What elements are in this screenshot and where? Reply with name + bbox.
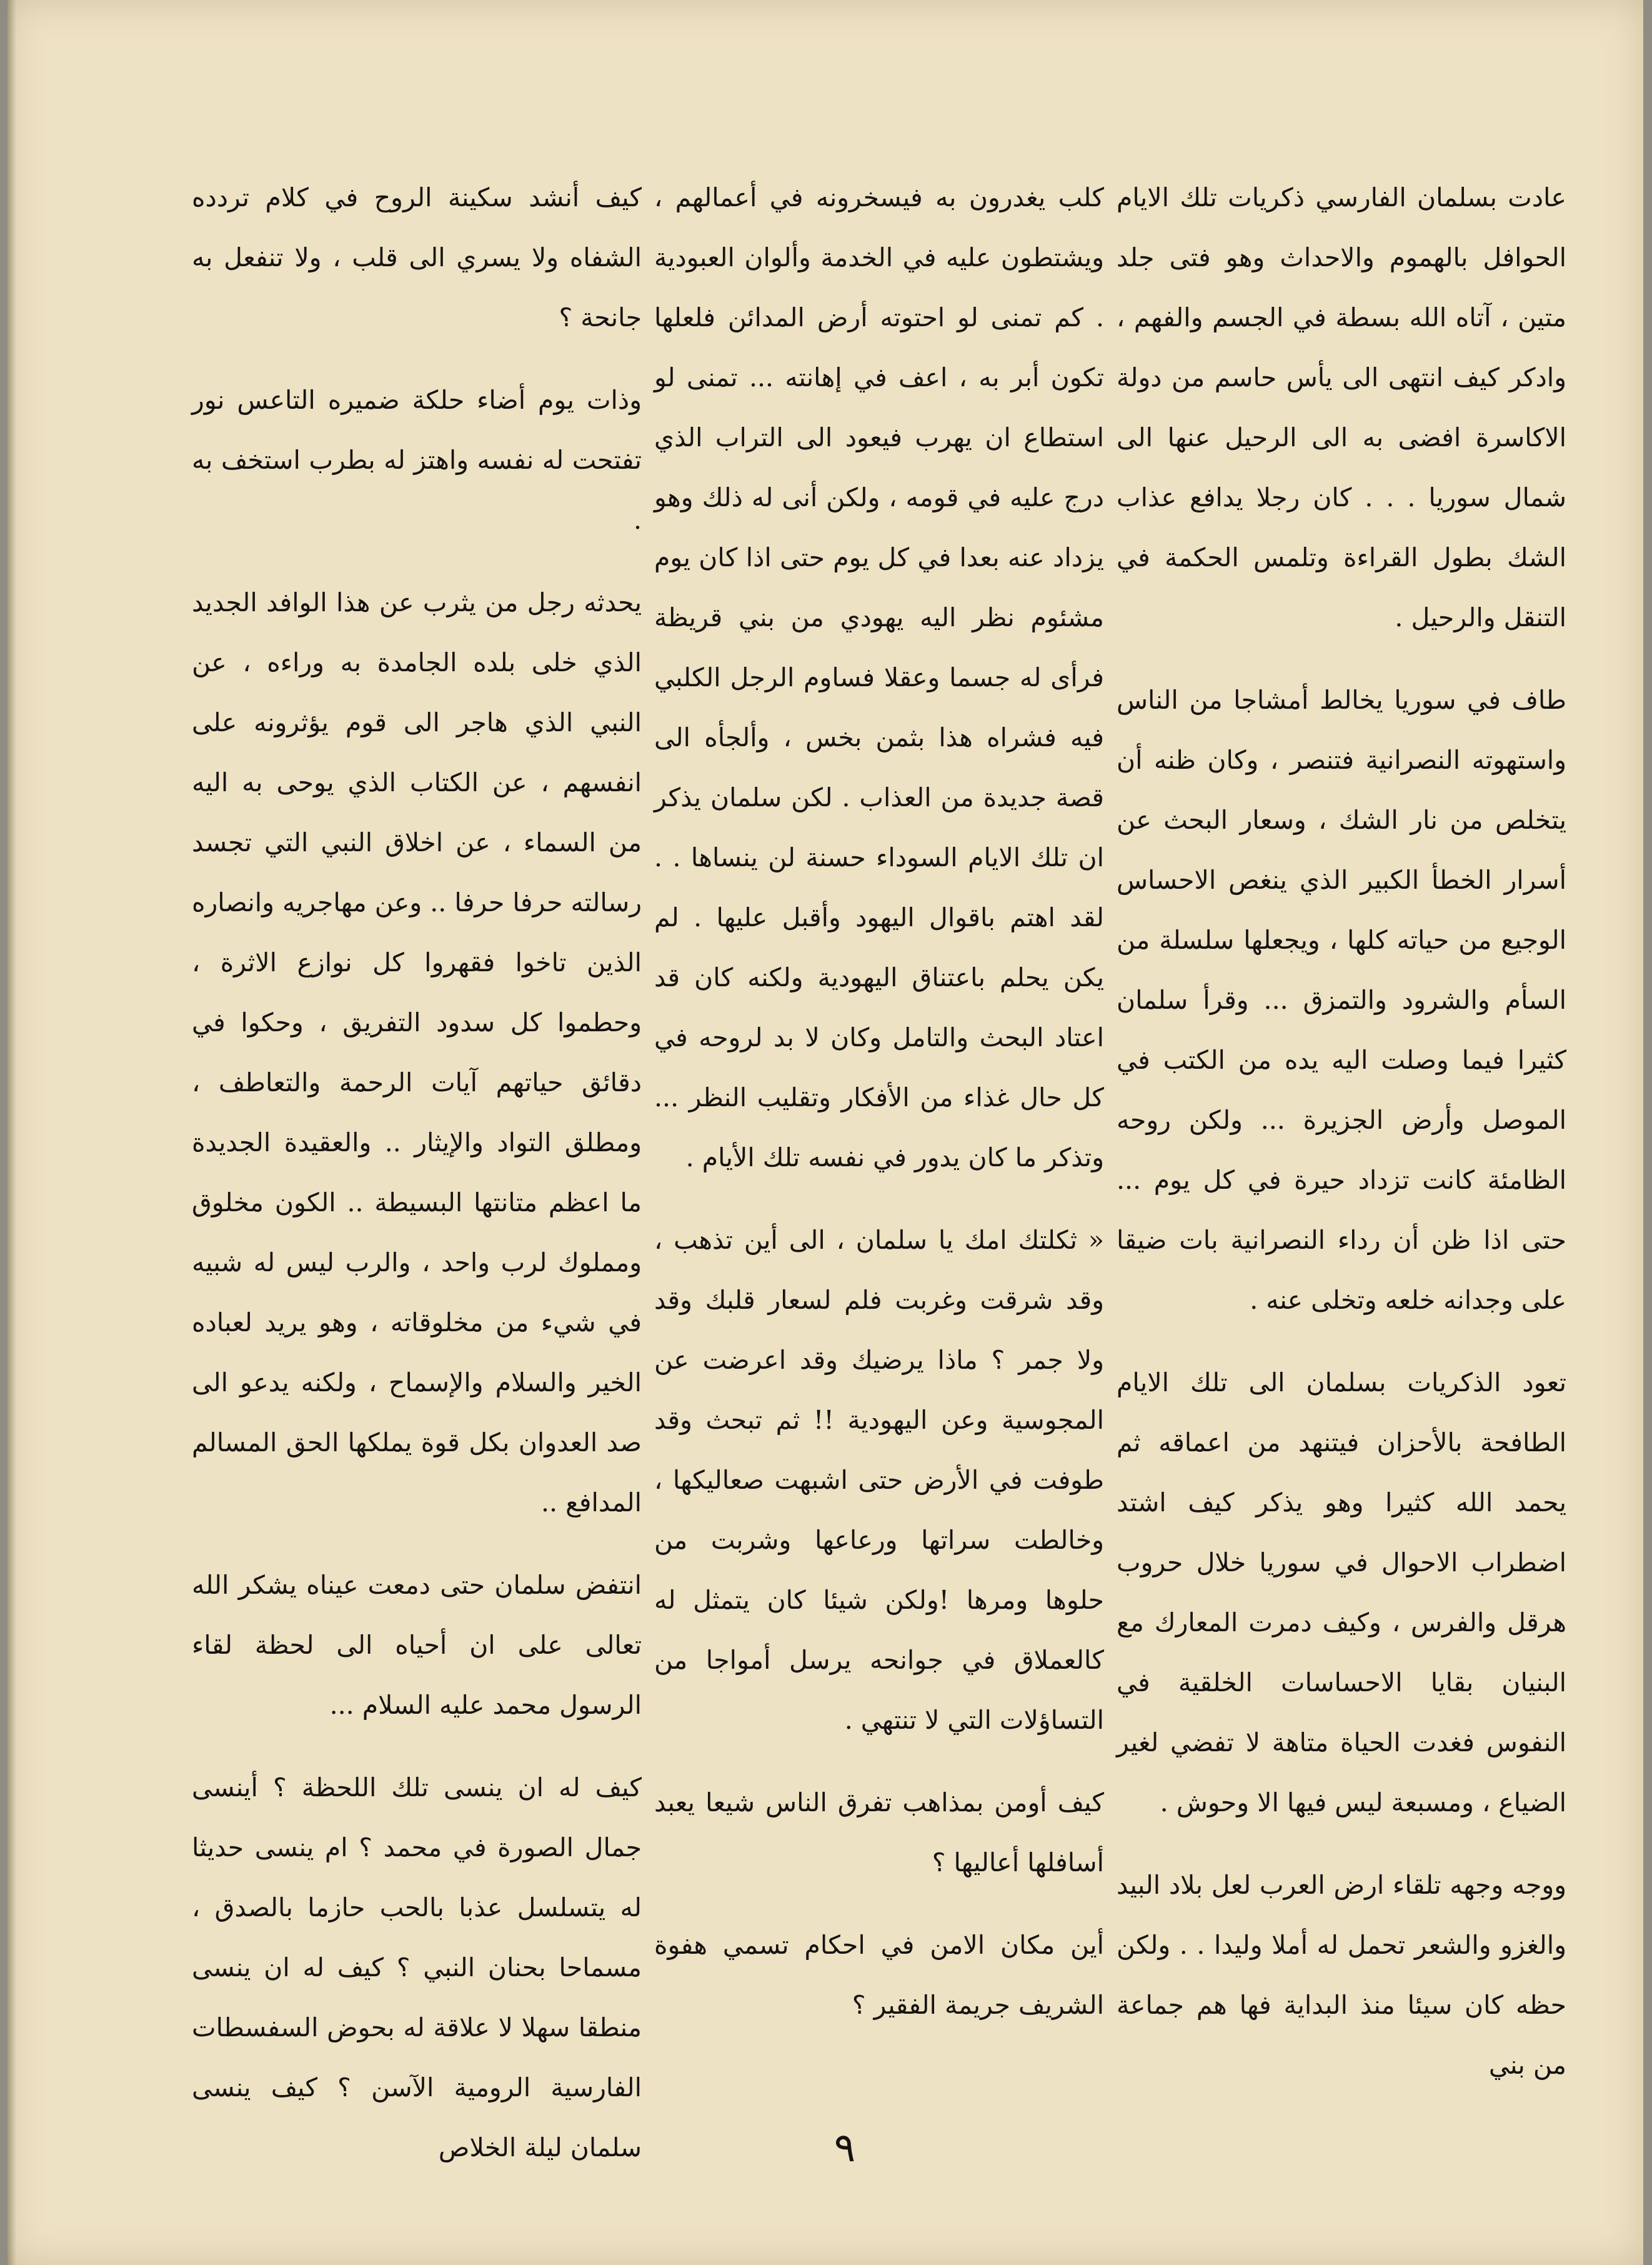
paragraph: كيف أنشد سكينة الروح في كلام تردده الشفاه ولا يسري الى قلب ، ولا تنفعل به جانحة ؟ — [192, 182, 642, 332]
text-column-left — [192, 168, 642, 2200]
paragraph: « ثكلتك امك يا سلمان ، الى أين تذهب ، وقد شرقت وغربت فلم لسعار قلبك وقد ولا جمر ؟ ماذا يرضيك وقد اعرضت عن المجوسية وعن اليهودية !! ثم تبحث وقد طوفت في الأرض حتى اشبهت صعاليكها ، وخالطت سراتها ورعاعها وشربت من حلوها ومرها !ولكن شيئا كان يتمثل له كالعملاق في جوانحه يرسل أمواجا من التساؤلات التي لا تنتهي . — [654, 1225, 1104, 1735]
text-column-middle — [654, 168, 1104, 2058]
page-edge-shadow — [7, 0, 16, 2265]
paragraph: كلب يغدرون به فيسخرونه في أعمالهم ، ويشتطون عليه في الخدمة وألوان العبودية . كم تمنى لو احتوته أرض المدائن فلعلها تكون أبر به ، اعف في إهانته ... تمنى لو استطاع ان يهرب فيعود الى التراب الذي درج عليه في قومه ، ولكن أنى له ذلك وهو يزداد عنه بعدا في كل يوم حتى اذا كان يوم مشئوم نظر اليه يهودي من بني قريظة فرأى له جسما وعقلا فساوم الرجل الكلبي فيه فشراه هذا بثمن بخس ، وألجأه الى قصة جديدة من العذاب . لكن سلمان يذكر ان تلك الايام السوداء حسنة لن ينساها . . لقد اهتم باقوال اليهود وأقبل عليها . لم يكن يحلم باعتناق اليهودية ولكنه كان قد اعتاد البحث والتامل وكان لا بد لروحه في كل حال غذاء من الأفكار وتقليب النظر ... وتذكر ما كان يدور في نفسه تلك الأيام . — [654, 182, 1104, 1172]
paragraph: ووجه وجهه تلقاء ارض العرب لعل بلاد البيد والغزو والشعر تحمل له أملا وليدا . . ولكن حظه كان سيئا منذ البداية فها هم جماعة من بني — [1117, 1870, 1566, 2080]
document-page — [7, 0, 1643, 2265]
paragraph: أين مكان الامن في احكام تسمي هفوة الشريف جريمة الفقير ؟ — [654, 1930, 1104, 2020]
paragraph: عادت بسلمان الفارسي ذكريات تلك الايام الحوافل بالهموم والاحداث وهو فتى جلد متين ، آتاه الله بسطة في الجسم والفهم ، وادكر كيف انتهى الى يأس حاسم من دولة الاكاسرة افضى به الى الرحيل عنها الى شمال سوريا . . . كان رجلا يدافع عذاب الشك بطول القراءة وتلمس الحكمة في التنقل والرحيل . — [1117, 182, 1566, 632]
paragraph: تعود الذكريات بسلمان الى تلك الايام الطافحة بالأحزان فيتنهد من اعماقه ثم يحمد الله كثيرا وهو يذكر كيف اشتد اضطراب الاحوال في سوريا خلال حروب هرقل والفرس ، وكيف دمرت المعارك مع البنيان بقايا الاحساسات الخلقية في النفوس فغدت الحياة متاهة لا تفضي لغير الضياع ، ومسبعة ليس فيها الا وحوش . — [1117, 1368, 1566, 1818]
paragraph: انتفض سلمان حتى دمعت عيناه يشكر الله تعالى على ان أحياه الى لحظة لقاء الرسول محمد عليه السلام ... — [192, 1570, 642, 1720]
paragraph: يحدثه رجل من يثرب عن هذا الوافد الجديد الذي خلى بلده الجامدة به وراءه ، عن النبي الذي هاجر الى قوم يؤثرونه على انفسهم ، عن الكتاب الذي يوحى به اليه من السماء ، عن اخلاق النبي التي تجسد رسالته حرفا حرفا .. وعن مهاجريه وانصاره الذين تاخوا فقهروا كل نوازع الاثرة ، وحطموا كل سدود التفريق ، وحكوا في دقائق حياتهم آيات الرحمة والتعاطف ، ومطلق التواد والإيثار .. والعقيدة الجديدة ما اعظم متانتها البسيطة .. الكون مخلوق ومملوك لرب واحد ، والرب ليس له شبيه في شيء من مخلوقاته ، وهو يريد لعباده الخير والسلام والإسماح ، ولكنه يدعو الى صد العدوان بكل قوة يملكها الحق المسالم المدافع .. — [192, 588, 642, 1518]
paragraph: كيف له ان ينسى تلك اللحظة ؟ أينسى جمال الصورة في محمد ؟ ام ينسى حديثا له يتسلسل عذبا بالحب حازما بالصدق ، مسماحا بحنان النبي ؟ كيف له ان ينسى منطقا سهلا لا علاقة له بحوض السفسطات الفارسية الرومية الآسن ؟ كيف ينسى سلمان ليلة الخلاص — [192, 1772, 642, 2162]
paragraph: وذات يوم أضاء حلكة ضميره التاعس نور تفتحت له نفسه واهتز له بطرب استخف به . — [192, 385, 642, 535]
text-column-right — [1117, 168, 1566, 2118]
paragraph: كيف أومن بمذاهب تفرق الناس شيعا يعبد أسافلها أعاليها ؟ — [654, 1788, 1104, 1878]
page-number: ٩ — [833, 2125, 856, 2171]
paragraph: طاف في سوريا يخالط أمشاجا من الناس واستهوته النصرانية فتنصر ، وكان ظنه أن يتخلص من نار الشك ، وسعار البحث عن أسرار الخطأ الكبير الذي ينغص الاحساس الوجيع من حياته كلها ، ويجعلها سلسلة من السأم والشرود والتمزق ... وقرأ سلمان كثيرا فيما وصلت اليه يده من الكتب في الموصل وأرض الجزيرة ... ولكن روحه الظامئة كانت تزداد حيرة في كل يوم ... حتى اذا ظن أن رداء النصرانية بات ضيقا على وجدانه خلعه وتخلى عنه . — [1117, 685, 1566, 1315]
